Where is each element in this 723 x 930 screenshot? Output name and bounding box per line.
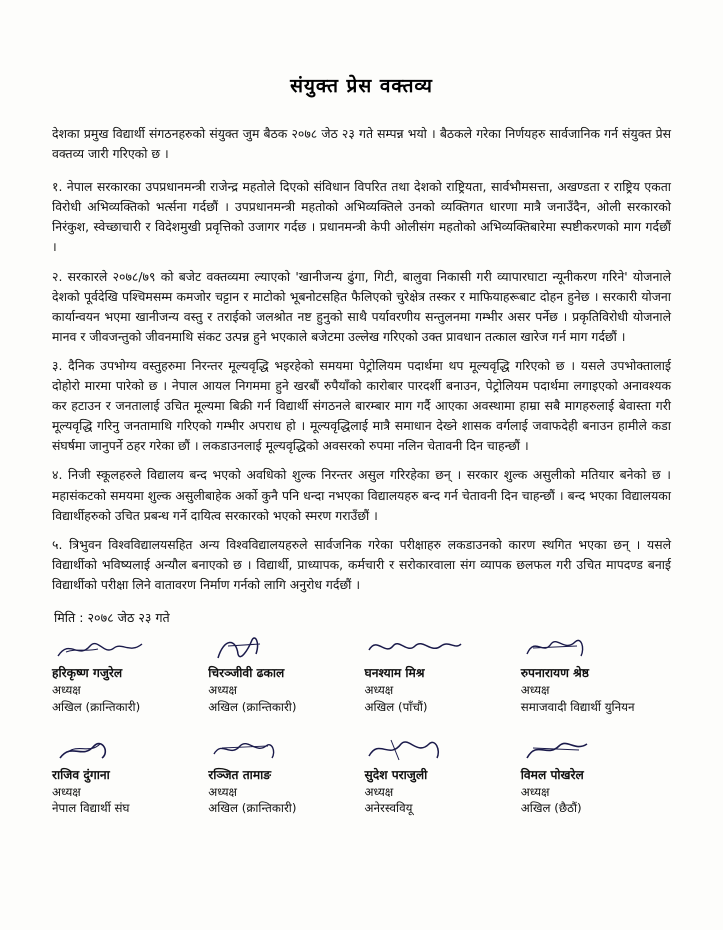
signatory-org: अखिल (क्रान्तिकारी): [208, 801, 297, 816]
signatory-org: अखिल (क्रान्तिकारी): [208, 699, 297, 714]
paragraph-1: १. नेपाल सरकारका उपप्रधानमन्त्री राजेन्द्र महतोले दिएको संविधान विपरित तथा देशको राष्ट्रियता, सार्वभौमसत्ता, अखण्डता र राष्ट्रिय एकता विरोधी अभिव्यक्तिको भर्त्सना गर्दछौं । उपप्रधानमन्त्री महतोको अभिव्यक्तिले उनको व्यक्तिगत धारणा मात्रै जनाउँदैन, ओली सरकारको निरंकुश, स्वेच्छाचारी र विदेशमुखी प्रवृत्तिको उजागर गर्दछ । प्रधानमन्त्री केपी ओलीसंग महतोको अभिव्यक्तिबारेमा स्पष्टीकरणको माग गर्दछौं ।: [52, 179, 671, 255]
paragraph-4: ४. निजी स्कूलहरुले विद्यालय बन्द भएको अवधिको शुल्क निरन्तर असुल गरिरहेका छन् । सरकार शुल्क असुलीको मतियार बनेको छ । महासंकटको समयमा शुल्क असुलीबाहेक अर्को कुनै पनि धन्दा नभएका विद्यालयहरु बन्द गर्न चेतावनी दिन चाहन्छौं । बन्द भएका विद्यालयका विद्यार्थीहरुको उचित प्रबन्ध गर्ने दायित्व सरकारको भएको स्मरण गराउँछौं ।: [52, 467, 671, 523]
signatory-org: अनेरस्ववियू: [364, 801, 413, 816]
signatory-name: विमल पोखरेल: [520, 767, 584, 782]
signature-icon: [365, 632, 511, 664]
page-title: संयुक्त प्रेस वक्तव्य: [290, 75, 433, 97]
signatory-role: अध्यक्ष: [208, 683, 237, 698]
signature-icon: [52, 632, 198, 664]
intro-paragraph: देशका प्रमुख विद्यार्थी संगठनहरुको संयुक्त जुम बैठक २०७८ जेठ २३ गते सम्पन्न भयो । बैठकले गरेका निर्णयहरु सार्वजानिक गर्न संयुक्त प्रेस वक्तव्य जारी गरिएको छ ।: [52, 126, 671, 162]
signatory-name: घनश्याम मिश्र: [364, 665, 425, 680]
paragraph-5: ५. त्रिभुवन विश्वविद्यालयसहित अन्य विश्वविद्यालयहरुले सार्वजनिक गरेका परीक्षाहरु लकडाउनको कारण स्थगित भएका छन् । यसले विद्यार्थीको भविष्यलाई अन्यौल बनाएको छ । विद्यार्थी, प्राध्यापक, कर्मचारी र सरोकारवाला संग व्यापक छलफल गरी उचित मापदण्ड बनाई विद्यार्थीको परीक्षा लिने वातावरण निर्माण गर्नको लागि अनुरोध गर्दछौं ।: [52, 536, 671, 592]
signature-icon: [52, 734, 198, 766]
signature-block: [521, 632, 671, 716]
signature-block: [365, 632, 515, 716]
grid-spacer: [521, 720, 671, 730]
signatory-role: अध्यक्ष: [208, 784, 237, 799]
signature-block: [52, 734, 202, 818]
signatory-name: रञ्जित तामाङ: [208, 767, 272, 782]
signature-grid: [52, 632, 671, 817]
grid-spacer: [365, 720, 515, 730]
signature-block: [208, 632, 358, 716]
paragraph-3: ३. दैनिक उपभोग्य वस्तुहरुमा निरन्तर मूल्यवृद्धि भइरहेको समयमा पेट्रोलियम पदार्थमा थप मूल्यवृद्धि गरिएको छ । यसले उपभोक्तालाई दोहोरो मारमा पारेको छ । नेपाल आयल निगममा हुने खरबौं रुपैयाँको कारोबार पारदर्शी बनाउन, पेट्रोलियम पदार्थमा लगाइएको अनावश्यक कर हटाउन र जनतालाई उचित मूल्यमा बिक्री गर्न विद्यार्थी संगठनले बारम्बार माग गर्दै आएका अवस्थामा हाम्रा सबै मागहरुलाई बेवास्ता गरी मूल्यवृद्धि गरिनु जनतामाथि गरिएको गम्भीर अपराध हो । मूल्यवृद्धिलाई मात्रै समाधान देख्ने शासक वर्गलाई जवाफदेही बनाउन हामीले कडा संघर्षमा जानुपर्ने ठहर गरेका छौं । लकडाउनलाई मूल्यवृद्धिको अवसरको रुपमा नलिन चेतावनी दिन चाहन्छौं ।: [52, 357, 671, 454]
signatory-name: सुदेश पराजुली: [364, 767, 428, 782]
paragraph-2: २. सरकारले २०७८/७९ को बजेट वक्तव्यमा ल्याएको 'खानीजन्य ढुंगा, गिटी, बालुवा निकासी गरी व्यापारघाटा न्यूनीकरण गरिने' योजनाले देशको पूर्वदेखि पश्चिमसम्म कमजोर चट्टान र माटोको भूबनोटसहित फैलिएको चुरेक्षेत्र तस्कर र माफियाहरूबाट दोहन हुनेछ । सरकारी योजना कार्यान्वयन भएमा खानीजन्य वस्तु र तराईको जलश्रोत नष्ट हुनुको साथै पर्यावरणीय सन्तुलनमा गम्भीर असर पर्नेछ । प्रकृतिविरोधी योजनाले मानव र जीवजन्तुको जीवनमाथि संकट उत्पन्न हुने भएकाले बजेटमा उल्लेख गरिएको उक्त प्रावधान तत्काल खारेज गर्न माग गर्दछौं ।: [52, 268, 671, 344]
signature-block: [52, 632, 202, 716]
signatory-org: नेपाल विद्यार्थी संघ: [52, 801, 130, 816]
signatory-name: हरिकृष्ण गजुरेल: [52, 665, 123, 680]
signatory-name: चिरञ्जीवी ढकाल: [208, 665, 285, 680]
signatory-role: अध्यक्ष: [364, 784, 394, 799]
signature-block: [365, 734, 515, 818]
signatory-name: राजिव दुंगाना: [52, 767, 110, 782]
signature-icon: [521, 734, 667, 766]
signature-icon: [521, 632, 667, 664]
signatory-role: अध्यक्ष: [520, 683, 550, 698]
signatory-role: अध्यक्ष: [364, 683, 394, 698]
signatory-org: अखिल (छैठौं): [520, 801, 582, 816]
signatory-name: रुपनारायण श्रेष्ठ: [520, 665, 589, 680]
grid-spacer: [52, 720, 202, 730]
signatory-org: अखिल (क्रान्तिकारी): [52, 699, 141, 714]
signatory-org: समाजवादी विद्यार्थी युनियन: [520, 699, 635, 714]
signature-icon: [208, 734, 354, 766]
signature-icon: [208, 632, 354, 664]
signatory-role: अध्यक्ष: [52, 784, 81, 799]
date-line: मिति : २०७८ जेठ २३ गते: [54, 609, 170, 625]
signature-block: [521, 734, 671, 818]
signatory-role: अध्यक्ष: [52, 683, 81, 698]
grid-spacer: [208, 720, 358, 730]
signatory-org: अखिल (पाँचौं): [364, 699, 428, 714]
signatory-role: अध्यक्ष: [520, 784, 550, 799]
signature-icon: [365, 734, 511, 766]
signature-block: [208, 734, 358, 818]
